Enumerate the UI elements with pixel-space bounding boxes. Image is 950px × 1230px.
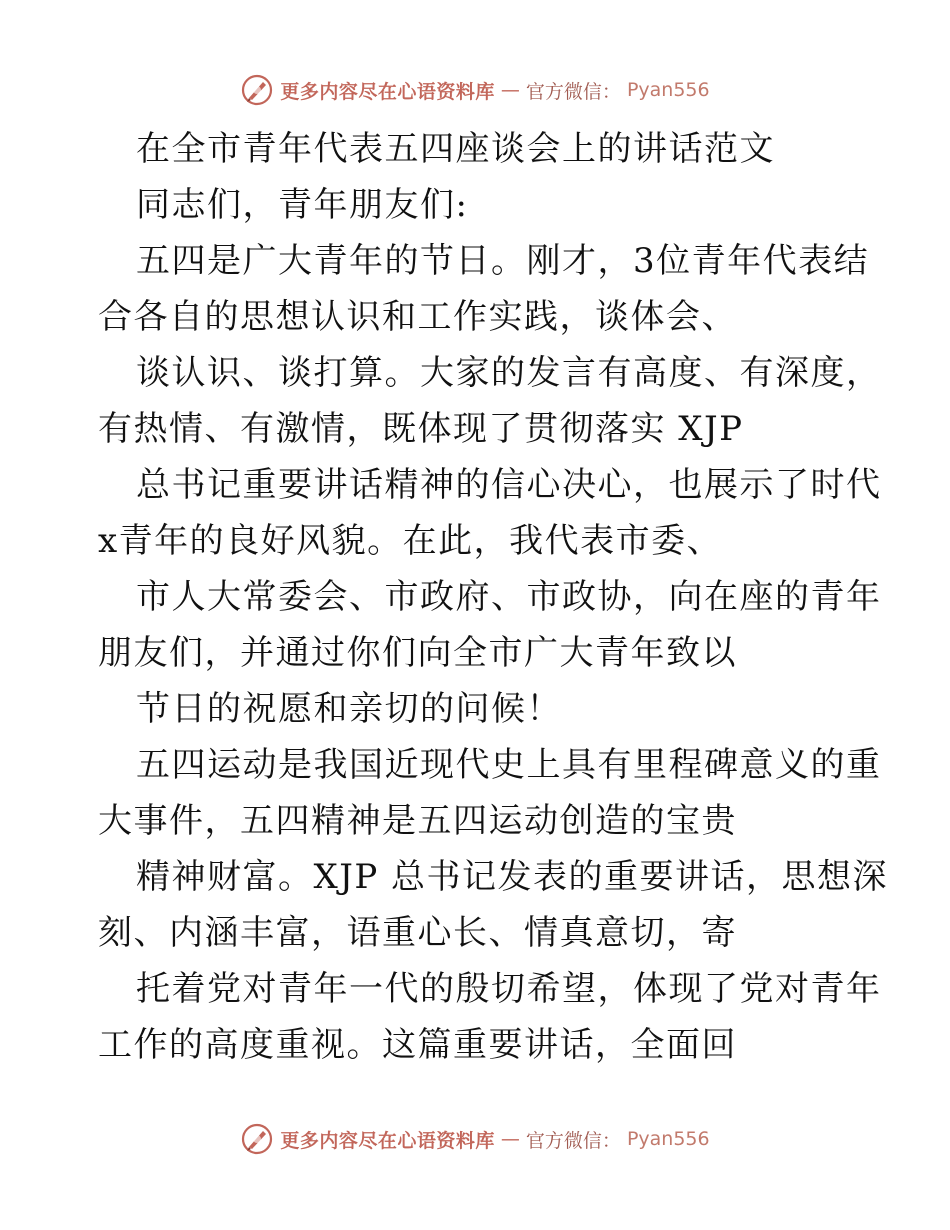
- text-line: 刻、内涵丰富，语重心长、情真意切，寄: [98, 913, 737, 953]
- text-line: 有热情、有激情，既体现了贯彻落实 XJP: [98, 409, 744, 449]
- footer-watermark: [0, 1122, 950, 1156]
- watermark-wechat-id: Pyan556: [626, 1128, 710, 1150]
- text-line: 市人大常委会、市政府、市政协，向在座的青年: [136, 577, 882, 617]
- text-line: 合各自的思想认识和工作实践，谈体会、: [98, 297, 737, 337]
- text-line: 精神财富。XJP 总书记发表的重要讲话，思想深: [136, 857, 889, 897]
- text-line: x青年的良好风貌。在此，我代表市委、: [98, 521, 723, 561]
- watermark-sub-text: 官方微信：: [525, 1129, 621, 1152]
- header-watermark: [0, 73, 950, 107]
- document-body: [98, 121, 889, 1073]
- text-line: 大事件，五四精神是五四运动创造的宝贵: [98, 801, 737, 841]
- watermark-sub-text: 官方微信：: [525, 80, 621, 103]
- watermark-main-text: 更多内容尽在心语资料库: [280, 80, 495, 103]
- quill-pen-logo-icon: [240, 1122, 274, 1156]
- text-line: 五四是广大青年的节日。刚才，3位青年代表结: [136, 241, 870, 281]
- text-line: 托着党对青年一代的殷切希望，体现了党对青年: [136, 969, 882, 1009]
- text-line: 总书记重要讲话精神的信心决心，也展示了时代: [136, 465, 882, 505]
- text-line: 同志们，青年朋友们:: [136, 185, 469, 225]
- watermark-separator: —: [500, 79, 520, 101]
- quill-pen-logo-icon: [240, 73, 274, 107]
- text-line: 朋友们，并通过你们向全市广大青年致以: [98, 633, 737, 673]
- document-title: 在全市青年代表五四座谈会上的讲话范文: [136, 129, 775, 169]
- text-line: 节日的祝愿和亲切的问候！: [136, 689, 562, 729]
- watermark-main-text: 更多内容尽在心语资料库: [280, 1129, 495, 1152]
- text-line: 工作的高度重视。这篇重要讲话，全面回: [98, 1025, 737, 1065]
- watermark-wechat-id: Pyan556: [626, 79, 710, 101]
- text-line: 谈认识、谈打算。大家的发言有高度、有深度，: [136, 353, 882, 393]
- watermark-separator: —: [500, 1128, 520, 1150]
- text-line: 五四运动是我国近现代史上具有里程碑意义的重: [136, 745, 882, 785]
